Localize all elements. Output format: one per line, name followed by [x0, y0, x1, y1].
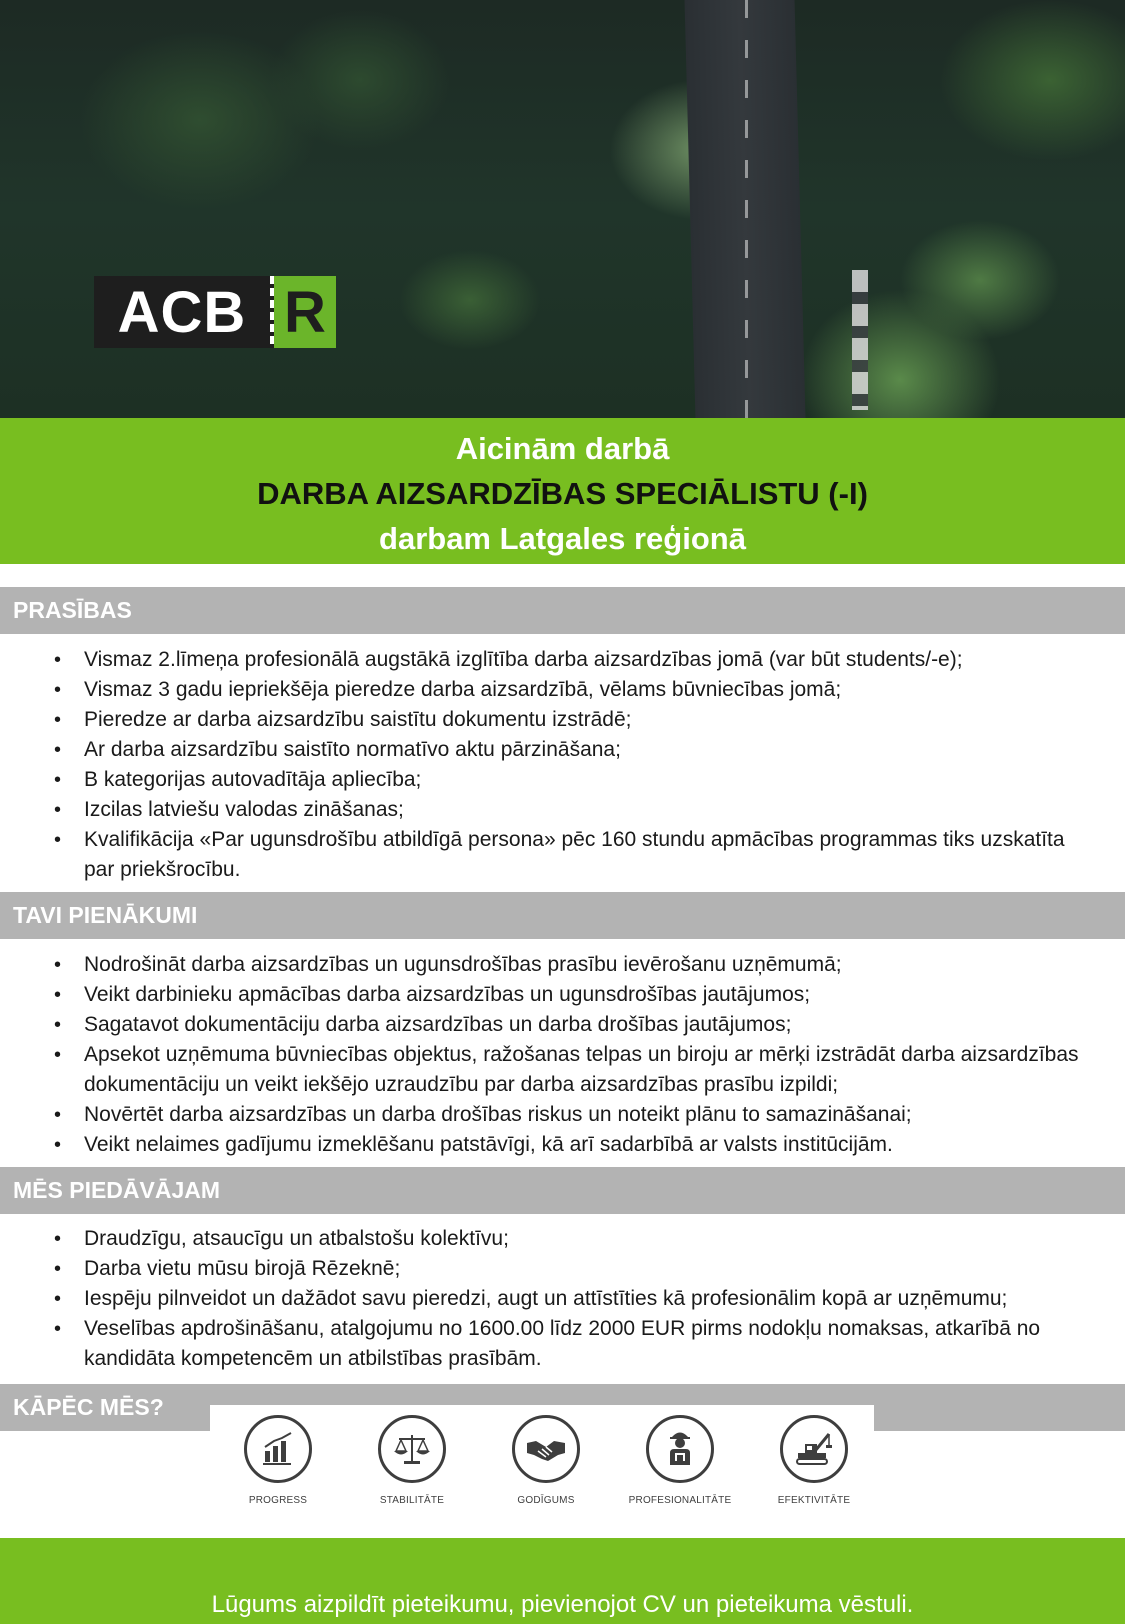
list-item-text: Novērtēt darba aizsardzības un darba drošības riskus un noteikt plānu to samazināšanai;: [84, 1103, 912, 1126]
handshake-icon: [512, 1415, 580, 1483]
footer-cta: Lūgums aizpildīt pieteikumu, pievienojot CV un pieteikuma vēstuli.: [0, 1538, 1125, 1624]
bullet-icon: •: [54, 1014, 62, 1036]
list-item-text: Ar darba aizsardzību saistīto normatīvo aktu pārzināšana;: [84, 738, 621, 761]
list-item: [0, 980, 1125, 1010]
why-us-icons: [210, 1405, 874, 1513]
duties-list: [0, 950, 1125, 1160]
bullet-icon: •: [54, 769, 62, 791]
bullet-icon: •: [54, 1228, 62, 1250]
list-item: [0, 1224, 1125, 1254]
road-barrier: [852, 270, 868, 410]
scales-icon: [378, 1415, 446, 1483]
why-item-profesionalitate: [615, 1415, 745, 1506]
list-item-text: Darba vietu mūsu birojā Rēzeknē;: [84, 1257, 401, 1280]
progress-chart-icon: [244, 1415, 312, 1483]
bullet-icon: •: [54, 984, 62, 1006]
bullet-icon: •: [54, 1134, 62, 1156]
why-item-godigums: [481, 1415, 611, 1506]
list-item-text: Pieredze ar darba aizsardzību saistītu dokumentu izstrādē;: [84, 708, 632, 731]
list-item: [0, 950, 1125, 980]
list-item-text: Veikt nelaimes gadījumu izmeklēšanu patstāvīgi, kā arī sadarbībā ar valsts institūcijām.: [84, 1133, 893, 1156]
bullet-icon: •: [54, 649, 62, 671]
list-item: [0, 825, 1125, 885]
title-line-3: darbam Latgales reģionā: [379, 521, 746, 556]
list-item-text: Apsekot uzņēmuma būvniecības objektus, ražošanas telpas un biroju ar mērķi izstrādāt darba aizsardzības dokumentāciju un veikt iekšējo uzraudzību par darba aizsardzības prasību izpildi;: [84, 1043, 1079, 1096]
list-item: [0, 735, 1125, 765]
job-title: DARBA AIZSARDZĪBAS SPECIĀLISTU (-I): [257, 476, 868, 511]
requirements-list: [0, 645, 1125, 885]
section-heading-piedavajam: MĒS PIEDĀVĀJAM: [0, 1167, 1125, 1214]
list-item-text: Draudzīgu, atsaucīgu un atbalstošu kolektīvu;: [84, 1227, 509, 1250]
section-heading-pienakumi: TAVI PIENĀKUMI: [0, 892, 1125, 939]
list-item: [0, 1314, 1125, 1374]
list-item-text: Nodrošināt darba aizsardzības un ugunsdrošības prasību ievērošanu uzņēmumā;: [84, 953, 842, 976]
list-item-text: Vismaz 2.līmeņa profesionālā augstākā izglītība darba aizsardzības jomā (var būt students/-e);: [84, 648, 963, 671]
why-item-efektivitate: [749, 1415, 879, 1506]
why-label: PROGRESS: [248, 1495, 308, 1506]
bullet-icon: •: [54, 954, 62, 976]
list-item-text: Vismaz 3 gadu iepriekšēja pieredze darba aizsardzībā, vēlams būvniecības jomā;: [84, 678, 842, 701]
hero-image: [0, 0, 1125, 418]
list-item-text: Izcilas latviešu valodas zināšanas;: [84, 798, 404, 821]
why-label: PROFESIONALITĀTE: [628, 1495, 732, 1506]
list-item: [0, 675, 1125, 705]
bullet-icon: •: [54, 1318, 62, 1340]
bullet-icon: •: [54, 1258, 62, 1280]
logo-text-acb: ACB: [94, 276, 270, 348]
company-logo: [94, 276, 336, 348]
section-heading-prasibas: PRASĪBAS: [0, 587, 1125, 634]
title-line-1: Aicinām darbā: [455, 431, 670, 466]
list-item-text: Iespēju pilnveidot un dažādot savu pieredzi, augt un attīstīties kā profesionālim kopā ar uzņēmumu;: [84, 1287, 1008, 1310]
road-center-line: [745, 0, 748, 418]
list-item: [0, 645, 1125, 675]
list-item-text: Veikt darbinieku apmācības darba aizsardzības un ugunsdrošības jautājumos;: [84, 983, 811, 1006]
list-item: [0, 1010, 1125, 1040]
why-label: GODĪGUMS: [517, 1495, 575, 1506]
bullet-icon: •: [54, 679, 62, 701]
bullet-icon: •: [54, 709, 62, 731]
bullet-icon: •: [54, 829, 62, 851]
why-item-progress: [213, 1415, 343, 1506]
list-item: [0, 1040, 1125, 1100]
list-item-text: B kategorijas autovadītāja apliecība;: [84, 768, 422, 791]
logo-text-r: R: [274, 276, 336, 348]
offers-list: [0, 1224, 1125, 1374]
list-item-text: Veselības apdrošināšanu, atalgojumu no 1600.00 līdz 2000 EUR pirms nodokļu nomaksas, atkarībā no kandidāta kompetencēm un atbilstības prasībām.: [84, 1317, 1041, 1370]
bullet-icon: •: [54, 739, 62, 761]
why-item-stabilitate: [347, 1415, 477, 1506]
list-item-text: Kvalifikācija «Par ugunsdrošību atbildīgā persona» pēc 160 stundu apmācības programmas tiks uzskatīta par priekšrocību.: [84, 828, 1065, 881]
list-item: [0, 1100, 1125, 1130]
list-item: [0, 1130, 1125, 1160]
title-band: [0, 418, 1125, 564]
list-item: [0, 1254, 1125, 1284]
why-label: EFEKTIVITĀTE: [777, 1495, 851, 1506]
worker-icon: [646, 1415, 714, 1483]
list-item: [0, 795, 1125, 825]
bullet-icon: •: [54, 1044, 62, 1066]
bullet-icon: •: [54, 1288, 62, 1310]
why-label: STABILITĀTE: [379, 1495, 445, 1506]
section-heading-kapec: KĀPĒC MĒS?: [0, 1384, 210, 1431]
list-item-text: Sagatavot dokumentāciju darba aizsardzības un darba drošības jautājumos;: [84, 1013, 792, 1036]
bullet-icon: •: [54, 1104, 62, 1126]
bullet-icon: •: [54, 799, 62, 821]
crane-icon: [780, 1415, 848, 1483]
list-item: [0, 705, 1125, 735]
list-item: [0, 765, 1125, 795]
list-item: [0, 1284, 1125, 1314]
